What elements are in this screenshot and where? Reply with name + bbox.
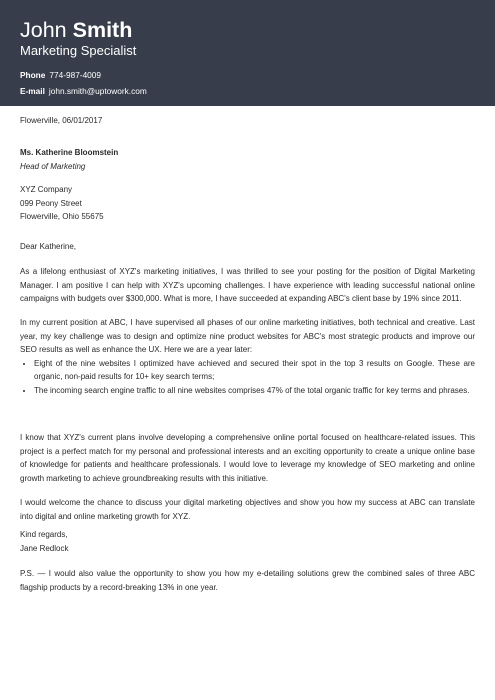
- paragraph-4: I would welcome the chance to discuss your digital marketing objectives and show you how my success at ABC can translate into digital and online marketing growth for XYZ.: [20, 498, 475, 521]
- recipient-block: [20, 146, 475, 173]
- applicant-name: [20, 17, 132, 43]
- phone-value: 774-987-4009: [49, 70, 102, 80]
- signature-name: Jane Redlock: [20, 543, 69, 553]
- closing: Kind regards,: [20, 530, 68, 539]
- resume-header: [0, 0, 495, 106]
- company-city: Flowerville, Ohio 55675: [20, 212, 104, 221]
- company-street: 099 Peony Street: [20, 198, 82, 208]
- first-name: John: [20, 18, 67, 42]
- paragraph-2: In my current position at ABC, I have supervised all phases of our online marketing initiatives, both technical and creative. Last year, my key challenge was to design and optimize nine product websites for ABC's most strategic products and improve our SEO results as well as enhance the UX. Here we are a year later:: [20, 318, 475, 354]
- achievement-list: [20, 357, 475, 398]
- closing-block: [20, 528, 475, 555]
- salutation: Dear Katherine,: [20, 242, 77, 251]
- paragraph-2-block: [20, 316, 475, 397]
- recipient-name: Ms. Katherine Bloomstein: [20, 148, 119, 157]
- list-item: • The incoming search engine traffic to all nine websites comprises 47% of the total organic traffic for key terms and phrases.: [34, 384, 475, 398]
- list-item: • Eight of the nine websites I optimized have achieved and secured their spot in the top 3 results on Google. These are organic, non-paid results for 10+ key search terms;: [34, 357, 475, 384]
- phone-contact: [20, 70, 101, 81]
- job-title: Marketing Specialist: [20, 43, 137, 58]
- email-contact: [20, 86, 147, 97]
- postscript: P.S. — I would also value the opportunity to show you how my e-detailing solutions grew the combined sales of three ABC flagship products by a record-breaking 13% in one year.: [20, 569, 475, 592]
- phone-label: Phone: [20, 70, 46, 80]
- company-address: [20, 183, 475, 224]
- company-name: XYZ Company: [20, 185, 73, 194]
- email-label: E-mail: [20, 86, 45, 96]
- recipient-title: Head of Marketing: [20, 161, 86, 171]
- last-name: Smith: [72, 18, 133, 42]
- paragraph-1: As a lifelong enthusiast of XYZ's marketing initiatives, I was thrilled to see your posting for the position of Digital Marketing Manager. I am positive I can help with XYZ's upcoming challenges. I have experience with leading successful national online campaigns with budgets over $300,000. What is more, I have succeeded at expanding ABC's client base by 19% since 2011.: [20, 267, 475, 303]
- paragraph-3: I know that XYZ's current plans involve developing a comprehensive online portal focused on healthcare-related issues. This project is a perfect match for my personal and professional interests and an exciting opportunity to create a unique online base of knowledge for patients and healthcare professionals. I would love to leverage my knowledge of SEO marketing and online growth marketing to achieve groundbreaking results with this initiative.: [20, 433, 475, 483]
- email-value[interactable]: john.smith@uptowork.com: [48, 86, 147, 96]
- place-date: Flowerville, 06/01/2017: [20, 116, 103, 125]
